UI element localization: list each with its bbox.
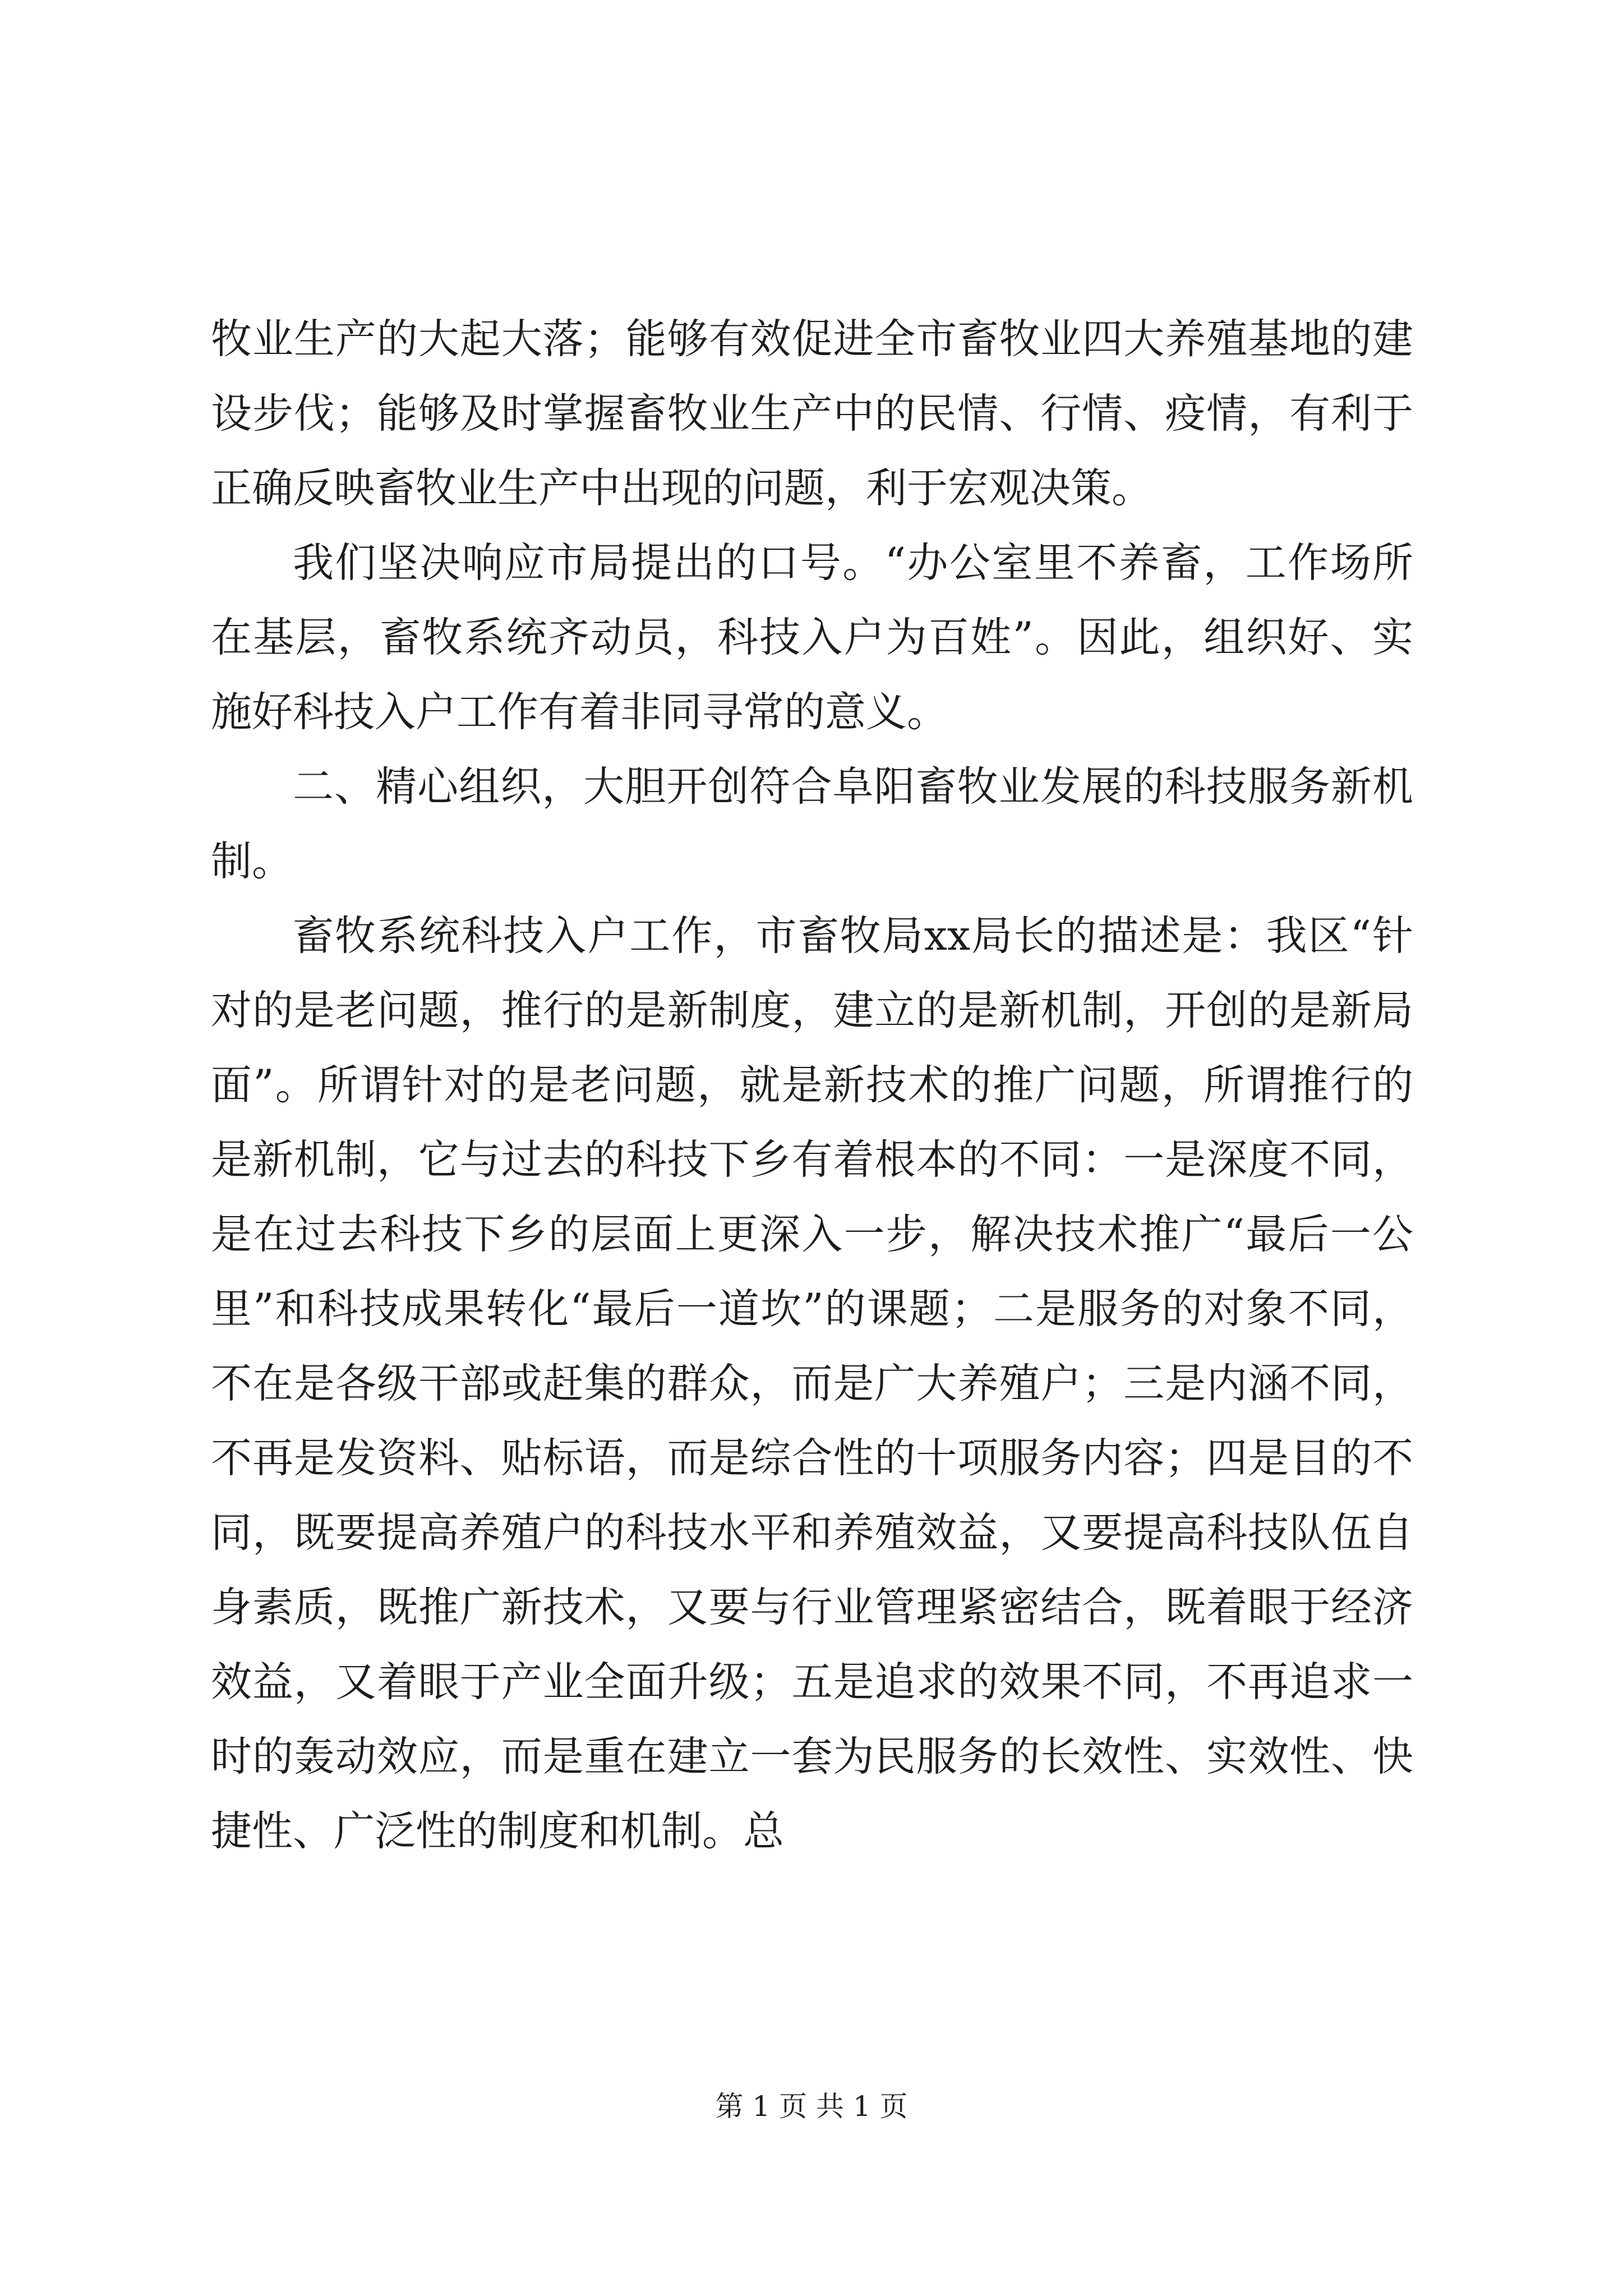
paragraph-4: 畜牧系统科技入户工作，市畜牧局xx局长的描述是：我区“针对的是老问题，推行的是新制度，建立的是新机制，开创的是新局面”。所谓针对的是老问题，就是新技术的推广问题，所谓推行的是新机制，它与过去的科技下乡有着根本的不同：一是深度不同，是在过去科技下乡的层面上更深入一步，解决技术推广“最后一公里”和科技成果转化“最后一道坎”的课题；二是服务的对象不同，不在是各级干部或赶集的群众，而是广大养殖户；三是内涵不同，不再是发资料、贴标语，而是综合性的十项服务内容；四是目的不同，既要提高养殖户的科技水平和养殖效益，又要提高科技队伍自身素质，既推广新技术，又要与行业管理紧密结合，既着眼于经济效益，又着眼于产业全面升级；五是追求的效果不同，不再追求一时的轰动效应，而是重在建立一套为民服务的长效性、实效性、快捷性、广泛性的制度和机制。总 xyxy=(211,912,1413,1855)
paragraph-2: 我们坚决响应市局提出的口号。“办公室里不养畜，工作场所在基层，畜牧系统齐动员，科技入户为百姓”。因此，组织好、实施好科技入户工作有着非同寻常的意义。 xyxy=(211,539,1413,736)
paragraph-3-section-heading: 二、精心组织，大胆开创符合阜阳畜牧业发展的科技服务新机制。 xyxy=(211,763,1413,885)
paragraph-1: 牧业生产的大起大落；能够有效促进全市畜牧业四大养殖基地的建设步伐；能够及时掌握畜牧业生产中的民情、行情、疫情，有利于正确反映畜牧业生产中出现的问题，利于宏观决策。 xyxy=(211,315,1413,512)
document-body xyxy=(211,302,1413,1869)
page-number-footer: 第 1 页 共 1 页 xyxy=(715,2090,908,2123)
